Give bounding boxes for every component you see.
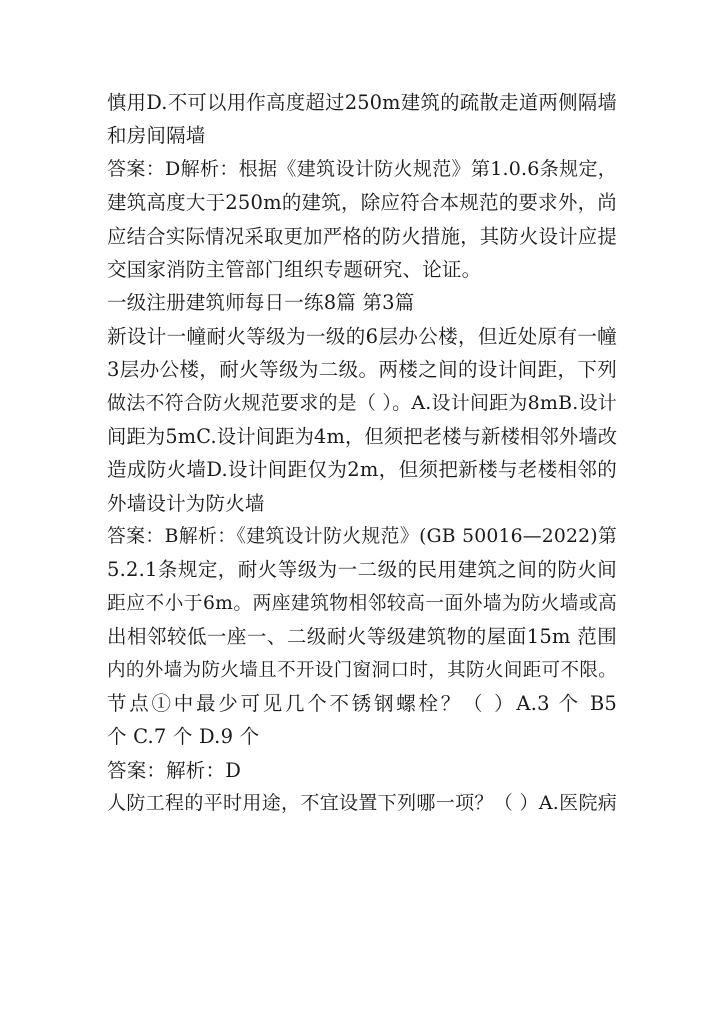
text-line: 答案：B解析：《建筑设计防火规范》(GB 50016—2022)第 xyxy=(107,526,617,548)
text-line: 3层办公楼，耐火等级为二级。两楼之间的设计间距，下列 xyxy=(107,358,617,382)
text-line: 答案：D解析：根据《建筑设计防火规范》第1.0.6条规定， xyxy=(107,157,617,180)
text-line: 造成防火墙D.设计间距仅为2m，但须把新楼与老楼相邻的 xyxy=(107,458,617,482)
text-line: 节点①中最少可见几个不锈钢螺栓？（ ）A.3 个 B5 xyxy=(107,692,617,716)
text-line: 间距为5mC.设计间距为4m，但须把老楼与新楼相邻外墙改 xyxy=(107,424,618,448)
document-body xyxy=(107,86,617,821)
text-line: 建筑高度大于250m的建筑，除应符合本规范的要求外，尚 xyxy=(107,191,617,215)
section-heading: 一级注册建筑师每日一练8篇 第3篇 xyxy=(107,291,415,315)
text-line: 应结合实际情况采取更加严格的防火措施，其防火设计应提 xyxy=(107,224,617,248)
text-line: 做法不符合防火规范要求的是（ ）。A.设计间距为8mB.设计 xyxy=(107,391,617,414)
text-line: 人防工程的平时用途，不宜设置下列哪一项？（ ）A.医院病 xyxy=(107,792,617,815)
text-line: 内的外墙为防火墙且不开设门窗洞口时，其防火间距可不限。 xyxy=(107,659,617,681)
text-line: 出相邻较低一座一、二级耐火等级建筑物的屋面15m 范围 xyxy=(107,625,617,649)
text-line: 交国家消防主管部门组织专题研究、论证。 xyxy=(107,257,482,281)
text-line: 新设计一幢耐火等级为一级的6层办公楼，但近处原有一幢 xyxy=(107,324,617,348)
text-line: 慎用D.不可以用作高度超过250m建筑的疏散走道两侧隔墙 xyxy=(107,91,617,114)
text-line: 答案：解析：D xyxy=(107,758,242,782)
text-line: 距应不小于6m。两座建筑物相邻较高一面外墙为防火墙或高 xyxy=(107,592,617,614)
text-line: 和房间隔墙 xyxy=(107,124,206,148)
text-line: 个 C.7 个 D.9 个 xyxy=(107,725,260,749)
text-line: 外墙设计为防火墙 xyxy=(107,491,265,515)
text-line: 5.2.1条规定，耐火等级为一二级的民用建筑之间的防火间 xyxy=(107,558,617,582)
